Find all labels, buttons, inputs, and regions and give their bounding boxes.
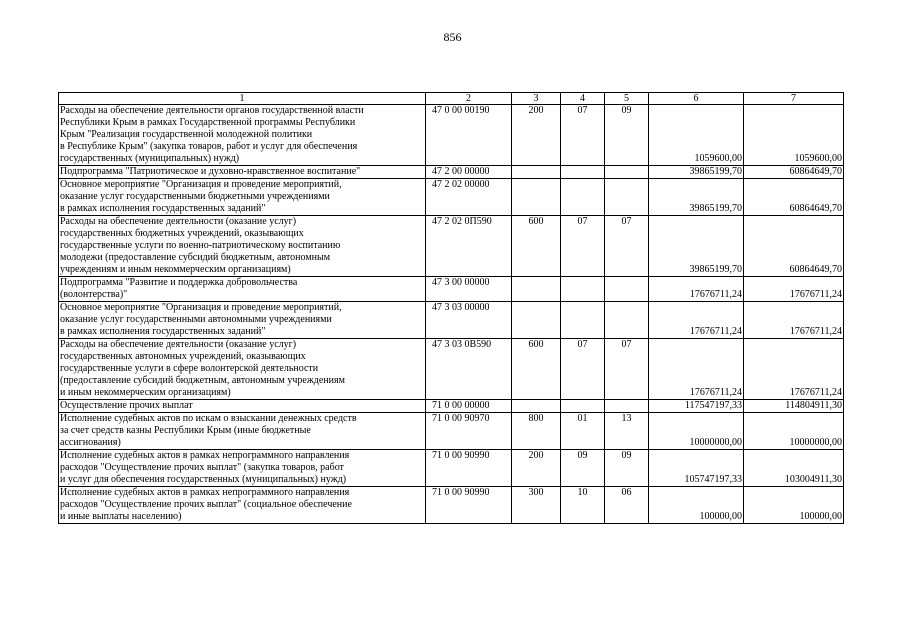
row-expense-type-cell [512,277,561,302]
row-name-cell [59,277,426,302]
row-name-line: в Республике Крым" (закупка товаров, работ и услуг для обеспечения [60,141,358,152]
row-name-cell [59,105,426,166]
budget-table [58,92,844,524]
row-expense-type-cell: 600 [512,216,561,277]
row-name-cell [59,166,426,179]
header-cell-7: 7 [744,93,844,105]
table-row [59,179,844,216]
row-name-line: учреждениям и иным некоммерческим организациям) [60,264,291,275]
row-subsection-cell: 09 [605,450,649,487]
row-code-cell: 47 0 00 00190 [426,105,512,166]
row-name-line: государственные услуги по военно-патриотическому воспитанию [60,240,341,251]
table-body [59,93,844,524]
row-name-line: и иным некоммерческим организациям) [60,387,231,398]
row-amount-1-cell: 1059600,00 [649,105,744,166]
row-code-cell: 71 0 00 90970 [426,413,512,450]
row-name-line: Расходы на обеспечение деятельности (оказание услуг) [60,339,297,350]
row-subsection-cell [605,400,649,413]
row-subsection-cell [605,302,649,339]
header-cell-1: 1 [59,93,426,105]
row-section-cell: 10 [561,487,605,524]
row-name-line: оказание услуг государственными автономными учреждениями [60,314,332,325]
row-amount-1-cell: 17676711,24 [649,302,744,339]
row-expense-type-cell: 600 [512,339,561,400]
row-name-line: и иные выплаты населению) [60,511,182,522]
row-section-cell [561,166,605,179]
row-section-cell: 01 [561,413,605,450]
row-amount-2-cell: 60864649,70 [744,216,844,277]
row-name-line: оказание услуг государственными бюджетными учреждениями [60,191,330,202]
row-code-cell: 71 0 00 90990 [426,487,512,524]
row-subsection-cell [605,277,649,302]
row-name-line: Основное мероприятие "Организация и проведение мероприятий, [60,302,342,313]
row-amount-1-cell: 17676711,24 [649,339,744,400]
row-name-line: Республики Крым в рамках Государственной программы Республики [60,117,356,128]
row-code-cell: 47 3 03 00000 [426,302,512,339]
row-subsection-cell: 09 [605,105,649,166]
row-code-cell: 47 2 00 00000 [426,166,512,179]
row-code-cell: 47 2 02 00000 [426,179,512,216]
row-name-line: Расходы на обеспечение деятельности органов государственной власти [60,105,364,116]
row-name-line: Подпрограмма "Развитие и поддержка добровольчества [60,277,298,288]
row-name-line: за счет средств казны Республики Крым (иные бюджетные [60,425,311,436]
row-expense-type-cell: 300 [512,487,561,524]
row-subsection-cell: 06 [605,487,649,524]
row-name-line: государственных (муниципальных) нужд) [60,153,240,164]
row-name-cell [59,400,426,413]
row-amount-2-cell: 100000,00 [744,487,844,524]
row-amount-1-cell: 17676711,24 [649,277,744,302]
table-row [59,339,844,400]
row-section-cell: 07 [561,216,605,277]
header-cell-6: 6 [649,93,744,105]
row-code-cell: 47 3 00 00000 [426,277,512,302]
header-row [59,93,844,105]
row-subsection-cell: 07 [605,216,649,277]
row-amount-2-cell: 17676711,24 [744,277,844,302]
row-name-line: Расходы на обеспечение деятельности (оказание услуг) [60,216,297,227]
row-section-cell: 09 [561,450,605,487]
row-amount-1-cell: 105747197,33 [649,450,744,487]
row-name-line: Основное мероприятие "Организация и проведение мероприятий, [60,179,342,190]
row-code-cell: 47 2 02 0П590 [426,216,512,277]
row-expense-type-cell [512,179,561,216]
row-name-line: Исполнение судебных актов по искам о взыскании денежных средств [60,413,357,424]
row-section-cell [561,277,605,302]
table-row [59,400,844,413]
row-subsection-cell: 07 [605,339,649,400]
row-amount-2-cell: 60864649,70 [744,166,844,179]
row-expense-type-cell [512,400,561,413]
row-amount-1-cell: 117547197,33 [649,400,744,413]
row-name-line: государственные услуги в сфере волонтерской деятельности [60,363,319,374]
row-section-cell [561,302,605,339]
row-amount-2-cell: 1059600,00 [744,105,844,166]
row-name-cell [59,487,426,524]
table-row [59,216,844,277]
row-amount-2-cell: 103004911,30 [744,450,844,487]
row-code-cell: 71 0 00 00000 [426,400,512,413]
row-name-line: ассигнования) [60,437,121,448]
row-section-cell: 07 [561,105,605,166]
row-name-line: государственных бюджетных учреждений, оказывающих [60,228,304,239]
row-name-line: (предоставление субсидий бюджетным, автономным учреждениям [60,375,345,386]
row-amount-2-cell: 60864649,70 [744,179,844,216]
row-expense-type-cell: 200 [512,105,561,166]
row-amount-1-cell: 39865199,70 [649,216,744,277]
row-expense-type-cell: 200 [512,450,561,487]
row-amount-1-cell: 39865199,70 [649,166,744,179]
row-amount-1-cell: 100000,00 [649,487,744,524]
row-subsection-cell [605,179,649,216]
row-name-line: государственных автономных учреждений, оказывающих [60,351,306,362]
row-code-cell: 47 3 03 0В590 [426,339,512,400]
row-name-line: Осуществление прочих выплат [60,400,193,411]
row-name-cell [59,302,426,339]
row-name-line: в рамках исполнения государственных заданий" [60,203,266,214]
row-subsection-cell: 13 [605,413,649,450]
row-name-cell [59,216,426,277]
row-name-line: в рамках исполнения государственных заданий" [60,326,266,337]
row-name-cell [59,413,426,450]
row-section-cell [561,179,605,216]
row-subsection-cell [605,166,649,179]
row-amount-1-cell: 10000000,00 [649,413,744,450]
header-cell-2: 2 [426,93,512,105]
row-amount-2-cell: 17676711,24 [744,302,844,339]
table-row [59,450,844,487]
table-row [59,302,844,339]
row-expense-type-cell: 800 [512,413,561,450]
table-row [59,105,844,166]
row-name-line: (волонтерства)" [60,289,128,300]
header-cell-4: 4 [561,93,605,105]
row-section-cell [561,400,605,413]
row-name-line: Подпрограмма "Патриотическое и духовно-нравственное воспитание" [60,166,361,177]
row-section-cell: 07 [561,339,605,400]
row-amount-2-cell: 114804911,30 [744,400,844,413]
row-name-cell [59,179,426,216]
table-row [59,166,844,179]
header-cell-5: 5 [605,93,649,105]
row-name-cell [59,339,426,400]
row-name-line: расходов "Осуществление прочих выплат" (социальное обеспечение [60,499,352,510]
row-code-cell: 71 0 00 90990 [426,450,512,487]
row-name-cell [59,450,426,487]
header-cell-3: 3 [512,93,561,105]
row-name-line: и услуг для обеспечения государственных (муниципальных) нужд) [60,474,347,485]
row-expense-type-cell [512,302,561,339]
row-name-line: расходов "Осуществление прочих выплат" (закупка товаров, работ [60,462,344,473]
table-row [59,413,844,450]
row-amount-1-cell: 39865199,70 [649,179,744,216]
row-name-line: Исполнение судебных актов в рамках непрограммного направления [60,450,350,461]
table-row [59,487,844,524]
row-expense-type-cell [512,166,561,179]
page-number: 856 [443,30,462,44]
row-amount-2-cell: 17676711,24 [744,339,844,400]
table-row [59,277,844,302]
row-name-line: молодежи (предоставление субсидий бюджетным, автономным [60,252,331,263]
row-amount-2-cell: 10000000,00 [744,413,844,450]
row-name-line: Исполнение судебных актов в рамках непрограммного направления [60,487,350,498]
row-name-line: Крым "Реализация государственной молодежной политики [60,129,313,140]
